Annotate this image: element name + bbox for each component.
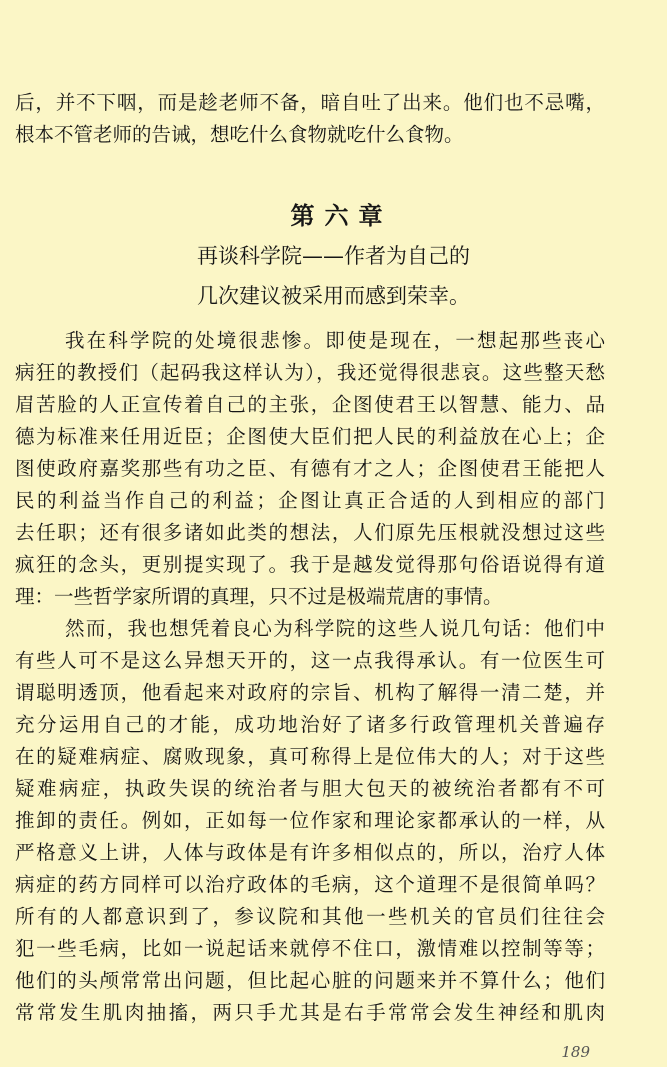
page-number: 189 [561, 1043, 590, 1061]
text-line: 图使政府嘉奖那些有功之臣、有德有才之人；企图使君王能把人 [15, 457, 605, 480]
text-line: 理：一些哲学家所谓的真理，只不过是极端荒唐的事情。 [15, 585, 503, 608]
chapter-number: 第六章 [290, 202, 393, 230]
text-line: 常常发生肌肉抽搐，两只手尤其是右手常常会发生神经和肌肉 [15, 1001, 605, 1024]
text-line: 谓聪明透顶，他看起来对政府的宗旨、机构了解得一清二楚，并 [15, 681, 605, 704]
text-line: 疑难病症，执政失误的统治者与胆大包天的被统治者都有不可 [15, 777, 605, 800]
text-line: 根本不管老师的告诫，想吃什么食物就吃什么食物。 [15, 123, 464, 146]
text-line: 我在科学院的处境很悲惨。即使是现在，一想起那些丧心 [65, 329, 605, 352]
text-line: 在的疑难病症、腐败现象，真可称得上是位伟大的人；对于这些 [15, 745, 605, 768]
text-line: 疯狂的念头，更别提实现了。我于是越发觉得那句俗语说得有道 [15, 553, 605, 576]
text-line: 去任职；还有很多诸如此类的想法，人们原先压根就没想过这些 [15, 521, 605, 544]
paragraph [15, 613, 605, 1029]
previous-chapter-ending [15, 87, 605, 151]
chapter-title-line: 几次建议被采用而感到荣幸。 [197, 284, 470, 308]
text-line: 然而，我也想凭着良心为科学院的这些人说几句话：他们中 [65, 617, 605, 640]
text-line: 病狂的教授们（起码我这样认为），我还觉得很悲哀。这些整天愁 [15, 361, 605, 384]
text-line: 眉苦脸的人正宣传着自己的主张，企图使君王以智慧、能力、品 [15, 393, 605, 416]
text-line: 后，并不下咽，而是趁老师不备，暗自吐了出来。他们也不忌嘴， [15, 91, 605, 114]
text-line: 推卸的责任。例如，正如每一位作家和理论家都承认的一样，从 [15, 809, 605, 832]
text-line: 犯一些毛病，比如一说起话来就停不住口，激情难以控制等等； [15, 937, 605, 960]
text-line: 严格意义上讲，人体与政体是有许多相似点的，所以，治疗人体 [15, 841, 605, 864]
text-line: 有些人可不是这么异想天开的，这一点我得承认。有一位医生可 [15, 649, 605, 672]
paragraph [15, 325, 605, 613]
text-line: 所有的人都意识到了，参议院和其他一些机关的官员们往往会 [15, 905, 605, 928]
text-line: 充分运用自己的才能，成功地治好了诸多行政管理机关普遍存 [15, 713, 605, 736]
text-line: 民的利益当作自己的利益；企图让真正合适的人到相应的部门 [15, 489, 605, 512]
text-line: 病症的药方同样可以治疗政体的毛病，这个道理不是很简单吗？ [15, 873, 605, 896]
chapter-title-line: 再谈科学院——作者为自己的 [197, 244, 470, 268]
text-line: 德为标准来任用近臣；企图使大臣们把人民的利益放在心上；企 [15, 425, 605, 448]
text-line: 他们的头颅常常出问题，但比起心脏的问题来并不算什么；他们 [15, 969, 605, 992]
